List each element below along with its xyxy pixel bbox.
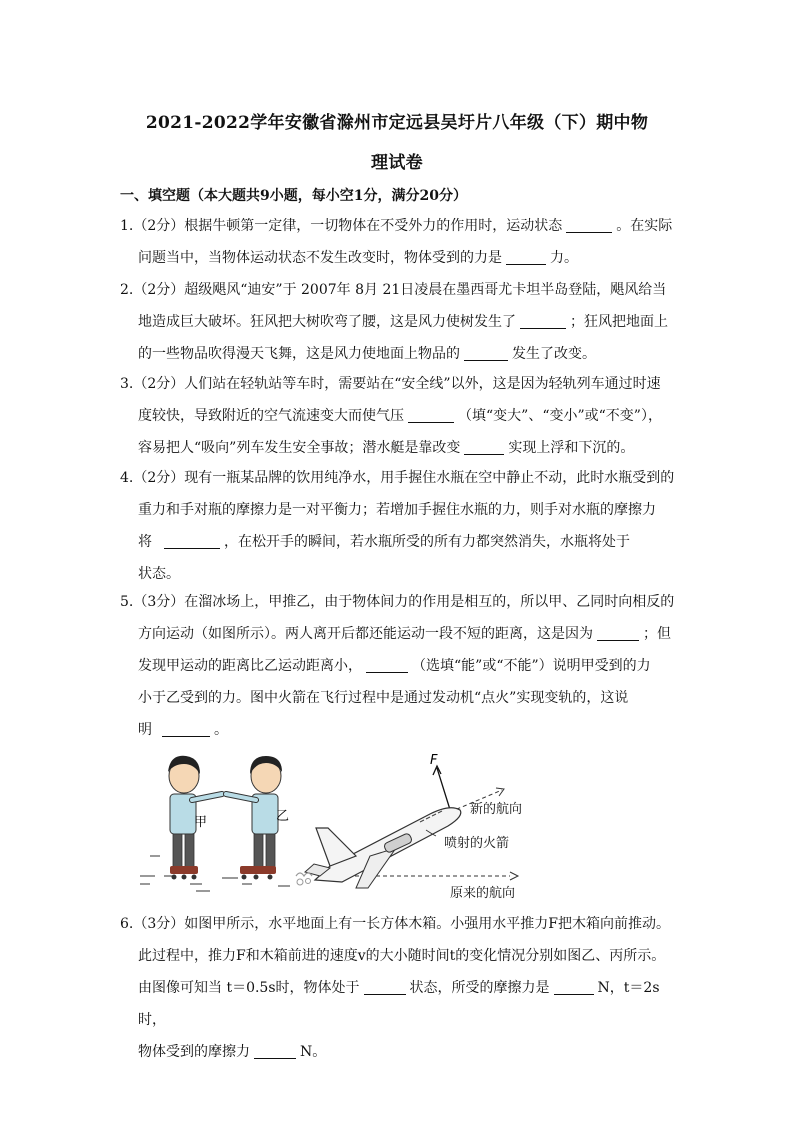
answer-blank[interactable]	[520, 312, 566, 329]
question-6	[120, 908, 680, 1068]
q6-text: N，t＝2s时，	[138, 980, 660, 1028]
answer-blank[interactable]	[554, 978, 594, 995]
q6-text: 6.（3分）如图甲所示，水平地面上有一长方体木箱。小强用水平推力F把木箱向前推动。	[120, 916, 670, 932]
q5-text: 。	[214, 722, 228, 738]
answer-blank[interactable]	[164, 532, 220, 549]
exam-title-line2: 理试卷	[371, 153, 423, 173]
q6-text: 此过程中，推力F和木箱前进的速度v的大小随时间t的变化情况分别如图乙、丙所示。	[138, 948, 666, 964]
q1-text: 。在实际	[616, 218, 673, 234]
answer-blank[interactable]	[566, 216, 612, 233]
answer-blank[interactable]	[597, 624, 639, 641]
q5-text: 发现甲运动的距离比乙运动距离小，	[138, 658, 362, 674]
q2-text: 2.（2分）超级飓风“迪安”于 2007年 8月 21日凌晨在墨西哥尤卡坦半岛登陆，飓风给当	[120, 282, 667, 298]
person-yi	[226, 756, 282, 880]
label-yi: 乙	[276, 809, 290, 824]
q3-text: 3.（2分）人们站在轻轨站等车时，需要站在“安全线”以外，这是因为轻轨列车通过时速	[120, 376, 661, 392]
q1-text: 问题当中，当物体运动状态不发生改变时，物体受到的力是	[138, 250, 502, 266]
q3-text: 度较快，导致附近的空气流速变大而使气压	[138, 408, 404, 424]
question-2	[120, 274, 680, 370]
answer-blank[interactable]	[162, 720, 210, 737]
answer-blank[interactable]	[364, 978, 406, 995]
q1-text: 1.（2分）根据牛顿第一定律，一切物体在不受外力的作用时，运动状态	[120, 218, 563, 234]
answer-blank[interactable]	[464, 438, 504, 455]
answer-blank[interactable]	[408, 406, 454, 423]
q4-text: 将	[138, 534, 152, 550]
label-new-course: 新的航向	[470, 802, 523, 817]
q4-text: 状态。	[138, 566, 180, 582]
question-1	[120, 210, 680, 274]
q5-text: 5.（3分）在溜冰场上，甲推乙，由于物体间力的作用是相互的，所以甲、乙同时向相反的	[120, 594, 675, 610]
figure-skaters-and-airplane	[130, 748, 550, 898]
q3-text: 容易把人“吸向”列车发生安全事故；潜水艇是靠改变	[138, 440, 461, 456]
answer-blank[interactable]	[366, 656, 408, 673]
question-4	[120, 462, 680, 590]
q4-text: ，在松开手的瞬间，若水瓶所受的所有力都突然消失，水瓶将处于	[224, 534, 630, 550]
q4-text: 重力和手对瓶的摩擦力是一对平衡力；若增加手握住水瓶的力，则手对水瓶的摩擦力	[138, 502, 656, 518]
q3-text: 实现上浮和下沉的。	[508, 440, 635, 456]
q2-text: ；狂风把地面上	[570, 314, 668, 330]
q2-text: 发生了改变。	[512, 346, 596, 362]
question-3	[120, 368, 680, 464]
answer-blank[interactable]	[464, 344, 508, 361]
label-force-f: F	[430, 753, 438, 768]
exam-title-line1: 2021-2022学年安徽省滁州市定远县吴圩片八年级（下）期中物	[145, 113, 649, 133]
section-heading-fill-blank: 一、填空题（本大题共9小题，每小空1分，满分20分）	[120, 188, 467, 204]
q6-text: N。	[300, 1044, 327, 1060]
q6-text: 物体受到的摩擦力	[138, 1044, 250, 1060]
q1-text: 力。	[550, 250, 578, 266]
q4-text: 4.（2分）现有一瓶某品牌的饮用纯净水，用手握住水瓶在空中静止不动，此时水瓶受到的	[120, 470, 675, 486]
label-jia: 甲	[194, 815, 208, 830]
q6-text: 由图像可知当 t＝0.5s时，物体处于	[138, 980, 360, 996]
q2-text: 地造成巨大破坏。狂风把大树吹弯了腰，这是风力使树发生了	[138, 314, 516, 330]
q3-text: （填“变大”、“变小”或“不变”），	[458, 408, 662, 424]
q5-text: 小于乙受到的力。图中火箭在飞行过程中是通过发动机“点火”实现变轨的，这说	[138, 690, 629, 706]
label-jet-rocket: 喷射的火箭	[444, 836, 510, 851]
q5-text: 明	[138, 722, 152, 738]
answer-blank[interactable]	[254, 1042, 296, 1059]
q5-text: ；但	[643, 626, 671, 642]
q5-text: 方向运动（如图所示）。两人离开后都还能运动一段不短的距离，这是因为	[138, 626, 593, 642]
q5-text: （选填“能”或“不能”）说明甲受到的力	[412, 658, 651, 674]
label-old-course: 原来的航向	[450, 886, 516, 901]
answer-blank[interactable]	[506, 248, 546, 265]
q2-text: 的一些物品吹得漫天飞舞，这是风力使地面上物品的	[138, 346, 460, 362]
q6-text: 状态，所受的摩擦力是	[409, 980, 550, 996]
question-5	[120, 586, 680, 746]
